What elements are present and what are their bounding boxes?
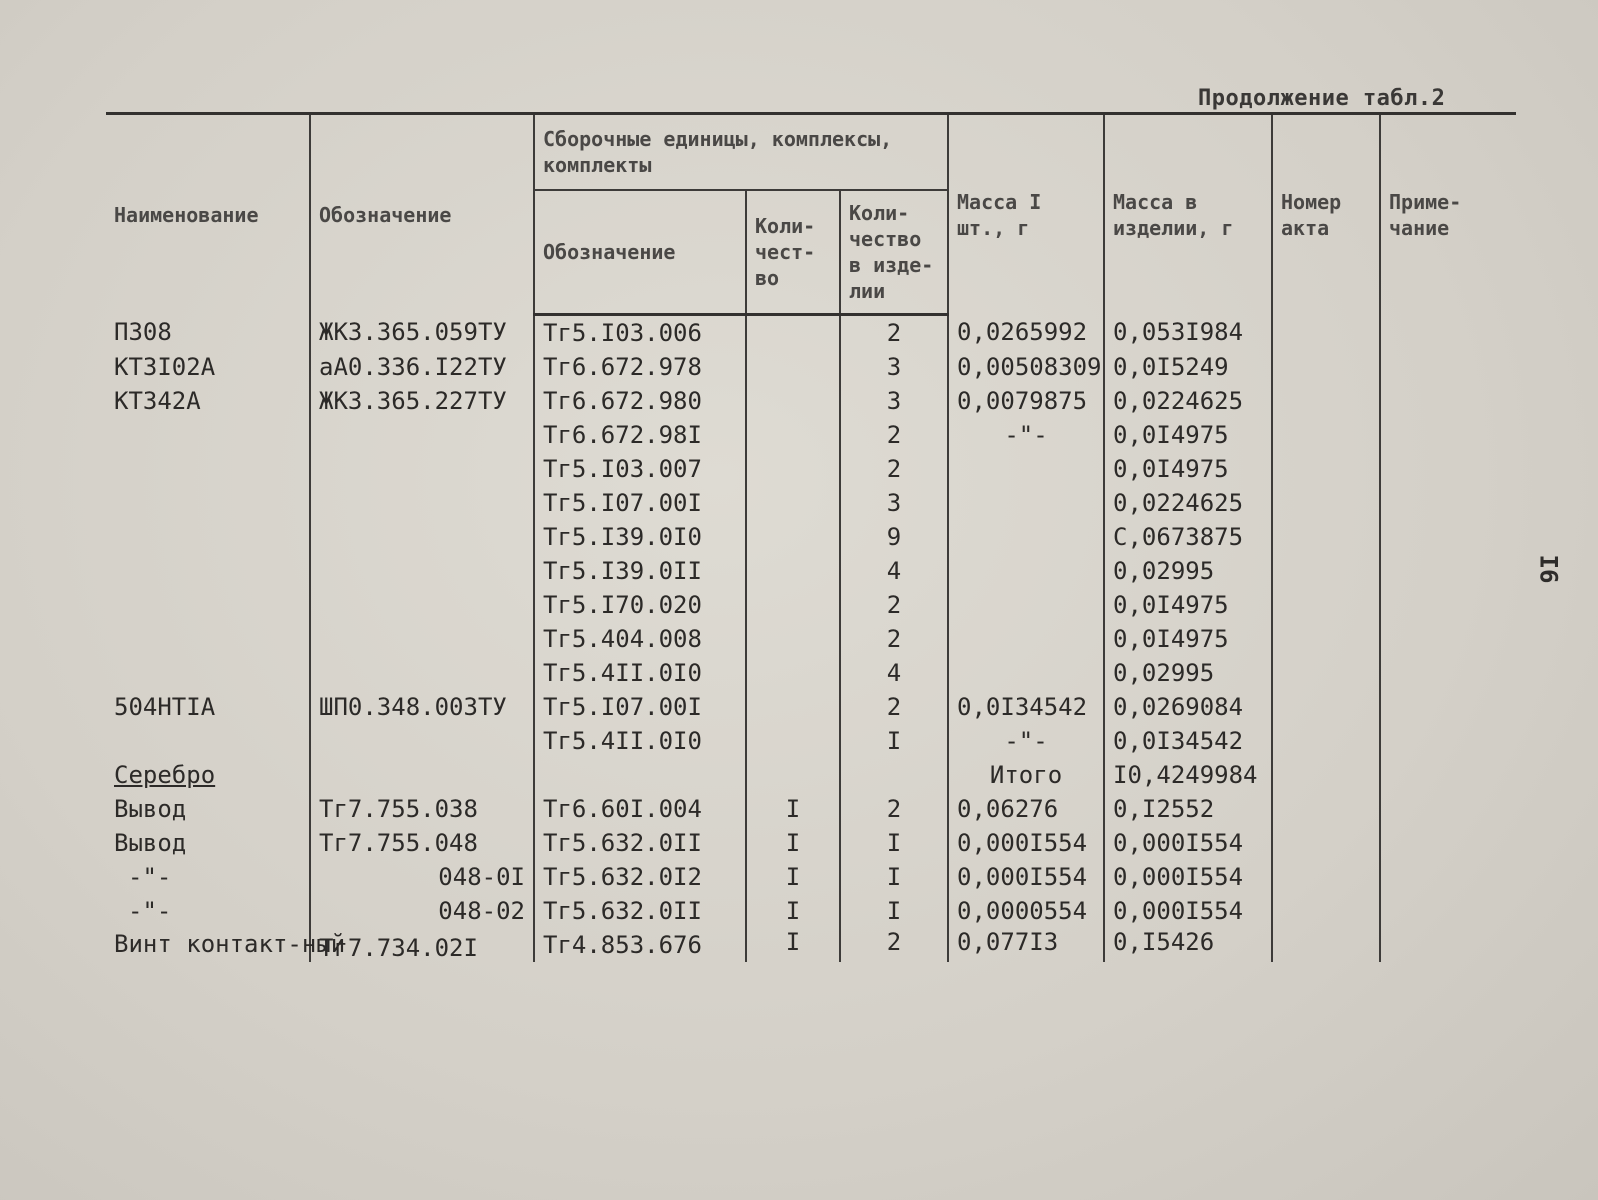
cell-name: Вывод (114, 794, 187, 823)
cell-name (106, 758, 310, 792)
cell-note (1380, 314, 1516, 350)
table-row (106, 314, 1516, 350)
table-row (106, 724, 1516, 758)
table-row (106, 520, 1516, 554)
cell-note (1380, 554, 1516, 588)
cell-act-number (1272, 758, 1380, 792)
cell-mass-unit: -"- (948, 418, 1104, 452)
cell-note (1380, 520, 1516, 554)
header-quantity-in-product: Коли-чество в изде-лии (840, 190, 948, 314)
cell-act-number (1272, 724, 1380, 758)
cell-act-number (1272, 690, 1380, 724)
cell-designation (310, 622, 534, 656)
cell-mass-product: 0,000I554 (1104, 860, 1272, 894)
cell-designation: Тг7.755.048 (310, 826, 534, 860)
cell-group-designation: Тг5.4II.0I0 (534, 724, 746, 758)
cell-act-number (1272, 894, 1380, 928)
cell-mass-product: 0,0I5249 (1104, 350, 1272, 384)
cell-designation: Тг7.734.02I (310, 928, 534, 962)
table-row (106, 860, 1516, 894)
cell-quantity (746, 384, 840, 418)
cell-quantity-in-product: 9 (840, 520, 948, 554)
cell-act-number (1272, 554, 1380, 588)
parts-table (106, 112, 1516, 962)
cell-designation (310, 554, 534, 588)
cell-act-number (1272, 656, 1380, 690)
cell-act-number (1272, 350, 1380, 384)
cell-mass-unit (948, 554, 1104, 588)
header-act-number: Номер акта (1272, 114, 1380, 315)
cell-quantity (746, 588, 840, 622)
cell-quantity-in-product: 3 (840, 350, 948, 384)
cell-act-number (1272, 486, 1380, 520)
table-row (106, 792, 1516, 826)
cell-quantity-in-product: I (840, 894, 948, 928)
cell-designation: ЖК3.365.227ТУ (310, 384, 534, 418)
cell-quantity-in-product: 3 (840, 384, 948, 418)
cell-mass-product: 0,02995 (1104, 554, 1272, 588)
cell-mass-unit: 0,0265992 (948, 314, 1104, 350)
cell-mass-unit (948, 656, 1104, 690)
cell-quantity-in-product: 3 (840, 486, 948, 520)
cell-act-number (1272, 792, 1380, 826)
cell-quantity-in-product: 4 (840, 656, 948, 690)
cell-name (106, 588, 310, 622)
cell-mass-unit (948, 452, 1104, 486)
cell-act-number (1272, 928, 1380, 962)
cell-name (106, 724, 310, 758)
cell-mass-product: С,0673875 (1104, 520, 1272, 554)
cell-mass-product: 0,000I554 (1104, 894, 1272, 928)
cell-name: П308 (114, 317, 172, 346)
cell-name: 504НТIА (114, 692, 216, 721)
table-row (106, 656, 1516, 690)
cell-mass-unit: 0,000I554 (948, 826, 1104, 860)
table-caption: Продолжение табл.2 (1198, 86, 1446, 111)
cell-note (1380, 350, 1516, 384)
cell-quantity-in-product: 2 (840, 452, 948, 486)
cell-name: -"- (128, 862, 172, 891)
cell-group-designation: Тг5.632.0I2 (534, 860, 746, 894)
cell-name: Винт контакт-ный (114, 929, 346, 958)
cell-name (106, 520, 310, 554)
cell-mass-unit: 0,0I34542 (948, 690, 1104, 724)
cell-designation: 048-0I (310, 860, 534, 894)
cell-mass-product: 0,0269084 (1104, 690, 1272, 724)
table-row (106, 894, 1516, 928)
cell-act-number (1272, 860, 1380, 894)
table-row (106, 452, 1516, 486)
header-mass-unit: Масса I шт., г (948, 114, 1104, 315)
cell-quantity (746, 554, 840, 588)
table-row (106, 588, 1516, 622)
cell-quantity-in-product (840, 758, 948, 792)
cell-mass-unit: 0,0079875 (948, 384, 1104, 418)
cell-note (1380, 656, 1516, 690)
cell-act-number (1272, 452, 1380, 486)
cell-quantity (746, 314, 840, 350)
cell-group-designation: Тг5.632.0II (534, 894, 746, 928)
table-row (106, 350, 1516, 384)
cell-quantity-in-product: I (840, 826, 948, 860)
cell-quantity (746, 724, 840, 758)
cell-mass-unit: 0,077I3 (948, 928, 1104, 962)
cell-mass-unit: 0,000I554 (948, 860, 1104, 894)
cell-act-number (1272, 384, 1380, 418)
cell-group-designation: Тг5.I70.020 (534, 588, 746, 622)
cell-mass-product: 0,I5426 (1104, 928, 1272, 962)
cell-quantity (746, 418, 840, 452)
cell-mass-product: 0,02995 (1104, 656, 1272, 690)
table-row (106, 554, 1516, 588)
cell-name (106, 622, 310, 656)
cell-group-designation: Тг5.I07.00I (534, 486, 746, 520)
cell-quantity-in-product: 2 (840, 792, 948, 826)
cell-mass-unit (948, 486, 1104, 520)
cell-designation (310, 486, 534, 520)
cell-quantity-in-product: I (840, 860, 948, 894)
cell-quantity-in-product: 2 (840, 928, 948, 962)
cell-quantity (746, 758, 840, 792)
page-number: I6 (1534, 554, 1563, 584)
cell-mass-product: 0,0I34542 (1104, 724, 1272, 758)
cell-act-number (1272, 418, 1380, 452)
table-row (106, 486, 1516, 520)
cell-name (106, 554, 310, 588)
cell-group-designation: Тг4.853.676 (534, 928, 746, 962)
cell-note (1380, 928, 1516, 962)
cell-mass-unit (948, 622, 1104, 656)
cell-quantity (746, 690, 840, 724)
cell-group-designation: Тг6.60I.004 (534, 792, 746, 826)
cell-mass-product: 0,0224625 (1104, 486, 1272, 520)
cell-note (1380, 486, 1516, 520)
cell-act-number (1272, 520, 1380, 554)
cell-act-number (1272, 314, 1380, 350)
cell-act-number (1272, 588, 1380, 622)
cell-quantity (746, 656, 840, 690)
table-row (106, 690, 1516, 724)
cell-group-designation: Тг5.4II.0I0 (534, 656, 746, 690)
cell-designation (310, 588, 534, 622)
cell-quantity-in-product: 2 (840, 690, 948, 724)
header-quantity: Коли-чест-во (746, 190, 840, 314)
cell-mass-unit: 0,00508309 (948, 350, 1104, 384)
cell-act-number (1272, 826, 1380, 860)
cell-designation (310, 520, 534, 554)
cell-designation (310, 418, 534, 452)
header-note: Приме-чание (1380, 114, 1516, 315)
cell-note (1380, 826, 1516, 860)
table-row (106, 928, 1516, 962)
cell-group-designation: Тг6.672.98I (534, 418, 746, 452)
cell-note (1380, 724, 1516, 758)
cell-mass-product: 0,I2552 (1104, 792, 1272, 826)
header-designation: Обозначение (310, 114, 534, 315)
cell-quantity (746, 452, 840, 486)
cell-mass-product: 0,0I4975 (1104, 452, 1272, 486)
cell-quantity-in-product: 4 (840, 554, 948, 588)
cell-name (106, 486, 310, 520)
cell-quantity-in-product: 2 (840, 418, 948, 452)
header-name: Наименование (106, 114, 310, 315)
cell-group-designation: Тг5.I07.00I (534, 690, 746, 724)
header-assembly-group: Сборочные единицы, комплексы, комплекты (534, 114, 948, 191)
cell-mass-unit: 0,0000554 (948, 894, 1104, 928)
cell-quantity (746, 622, 840, 656)
cell-group-designation: Тг5.I03.007 (534, 452, 746, 486)
cell-group-designation: Тг5.I39.0II (534, 554, 746, 588)
cell-quantity: I (746, 826, 840, 860)
cell-name: Вывод (114, 828, 187, 857)
cell-group-designation (534, 758, 746, 792)
cell-name: КТ3I02А (114, 352, 216, 381)
cell-name (106, 452, 310, 486)
cell-quantity (746, 486, 840, 520)
cell-mass-product: 0,0224625 (1104, 384, 1272, 418)
cell-mass-product: 0,0I4975 (1104, 588, 1272, 622)
cell-designation (310, 724, 534, 758)
table-row (106, 384, 1516, 418)
cell-designation: ШП0.348.003ТУ (310, 690, 534, 724)
cell-group-designation: Тг5.632.0II (534, 826, 746, 860)
cell-name: КТ342А (114, 386, 201, 415)
cell-quantity (746, 520, 840, 554)
table-row (106, 418, 1516, 452)
cell-note (1380, 758, 1516, 792)
cell-quantity: I (746, 928, 840, 962)
cell-designation (310, 452, 534, 486)
cell-group-designation: Тг6.672.978 (534, 350, 746, 384)
header-group-designation: Обозначение (534, 190, 746, 314)
cell-note (1380, 792, 1516, 826)
cell-designation: аА0.336.I22ТУ (310, 350, 534, 384)
cell-mass-product: 0,0I4975 (1104, 622, 1272, 656)
cell-note (1380, 418, 1516, 452)
table-row (106, 758, 1516, 792)
table-row (106, 826, 1516, 860)
cell-quantity-in-product: 2 (840, 622, 948, 656)
cell-quantity-in-product: I (840, 724, 948, 758)
cell-designation (310, 656, 534, 690)
table-row (106, 622, 1516, 656)
cell-note (1380, 690, 1516, 724)
cell-note (1380, 452, 1516, 486)
cell-mass-unit: -"- (948, 724, 1104, 758)
cell-name: -"- (128, 896, 172, 925)
cell-group-designation: Тг5.404.008 (534, 622, 746, 656)
cell-quantity-in-product: 2 (840, 588, 948, 622)
cell-note (1380, 588, 1516, 622)
cell-total-value: I0,4249984 (1104, 758, 1272, 792)
cell-total-label: Итого (948, 758, 1104, 792)
cell-name (106, 418, 310, 452)
cell-name (106, 656, 310, 690)
cell-note (1380, 384, 1516, 418)
cell-quantity (746, 350, 840, 384)
cell-designation: Тг7.755.038 (310, 792, 534, 826)
cell-mass-product: 0,000I554 (1104, 826, 1272, 860)
cell-group-designation: Тг5.I03.006 (534, 314, 746, 350)
cell-designation (310, 758, 534, 792)
cell-act-number (1272, 622, 1380, 656)
cell-mass-unit (948, 588, 1104, 622)
cell-note (1380, 894, 1516, 928)
cell-mass-unit: 0,06276 (948, 792, 1104, 826)
cell-mass-product: 0,0I4975 (1104, 418, 1272, 452)
cell-designation: 048-02 (310, 894, 534, 928)
header-mass-product: Масса в изделии, г (1104, 114, 1272, 315)
cell-note (1380, 860, 1516, 894)
cell-designation: ЖК3.365.059ТУ (310, 314, 534, 350)
cell-note (1380, 622, 1516, 656)
cell-quantity: I (746, 894, 840, 928)
cell-mass-product: 0,053I984 (1104, 314, 1272, 350)
cell-group-designation: Тг6.672.980 (534, 384, 746, 418)
cell-quantity-in-product: 2 (840, 314, 948, 350)
section-title-silver: Серебро (114, 760, 216, 789)
cell-mass-unit (948, 520, 1104, 554)
cell-group-designation: Тг5.I39.0I0 (534, 520, 746, 554)
cell-quantity: I (746, 860, 840, 894)
cell-quantity: I (746, 792, 840, 826)
